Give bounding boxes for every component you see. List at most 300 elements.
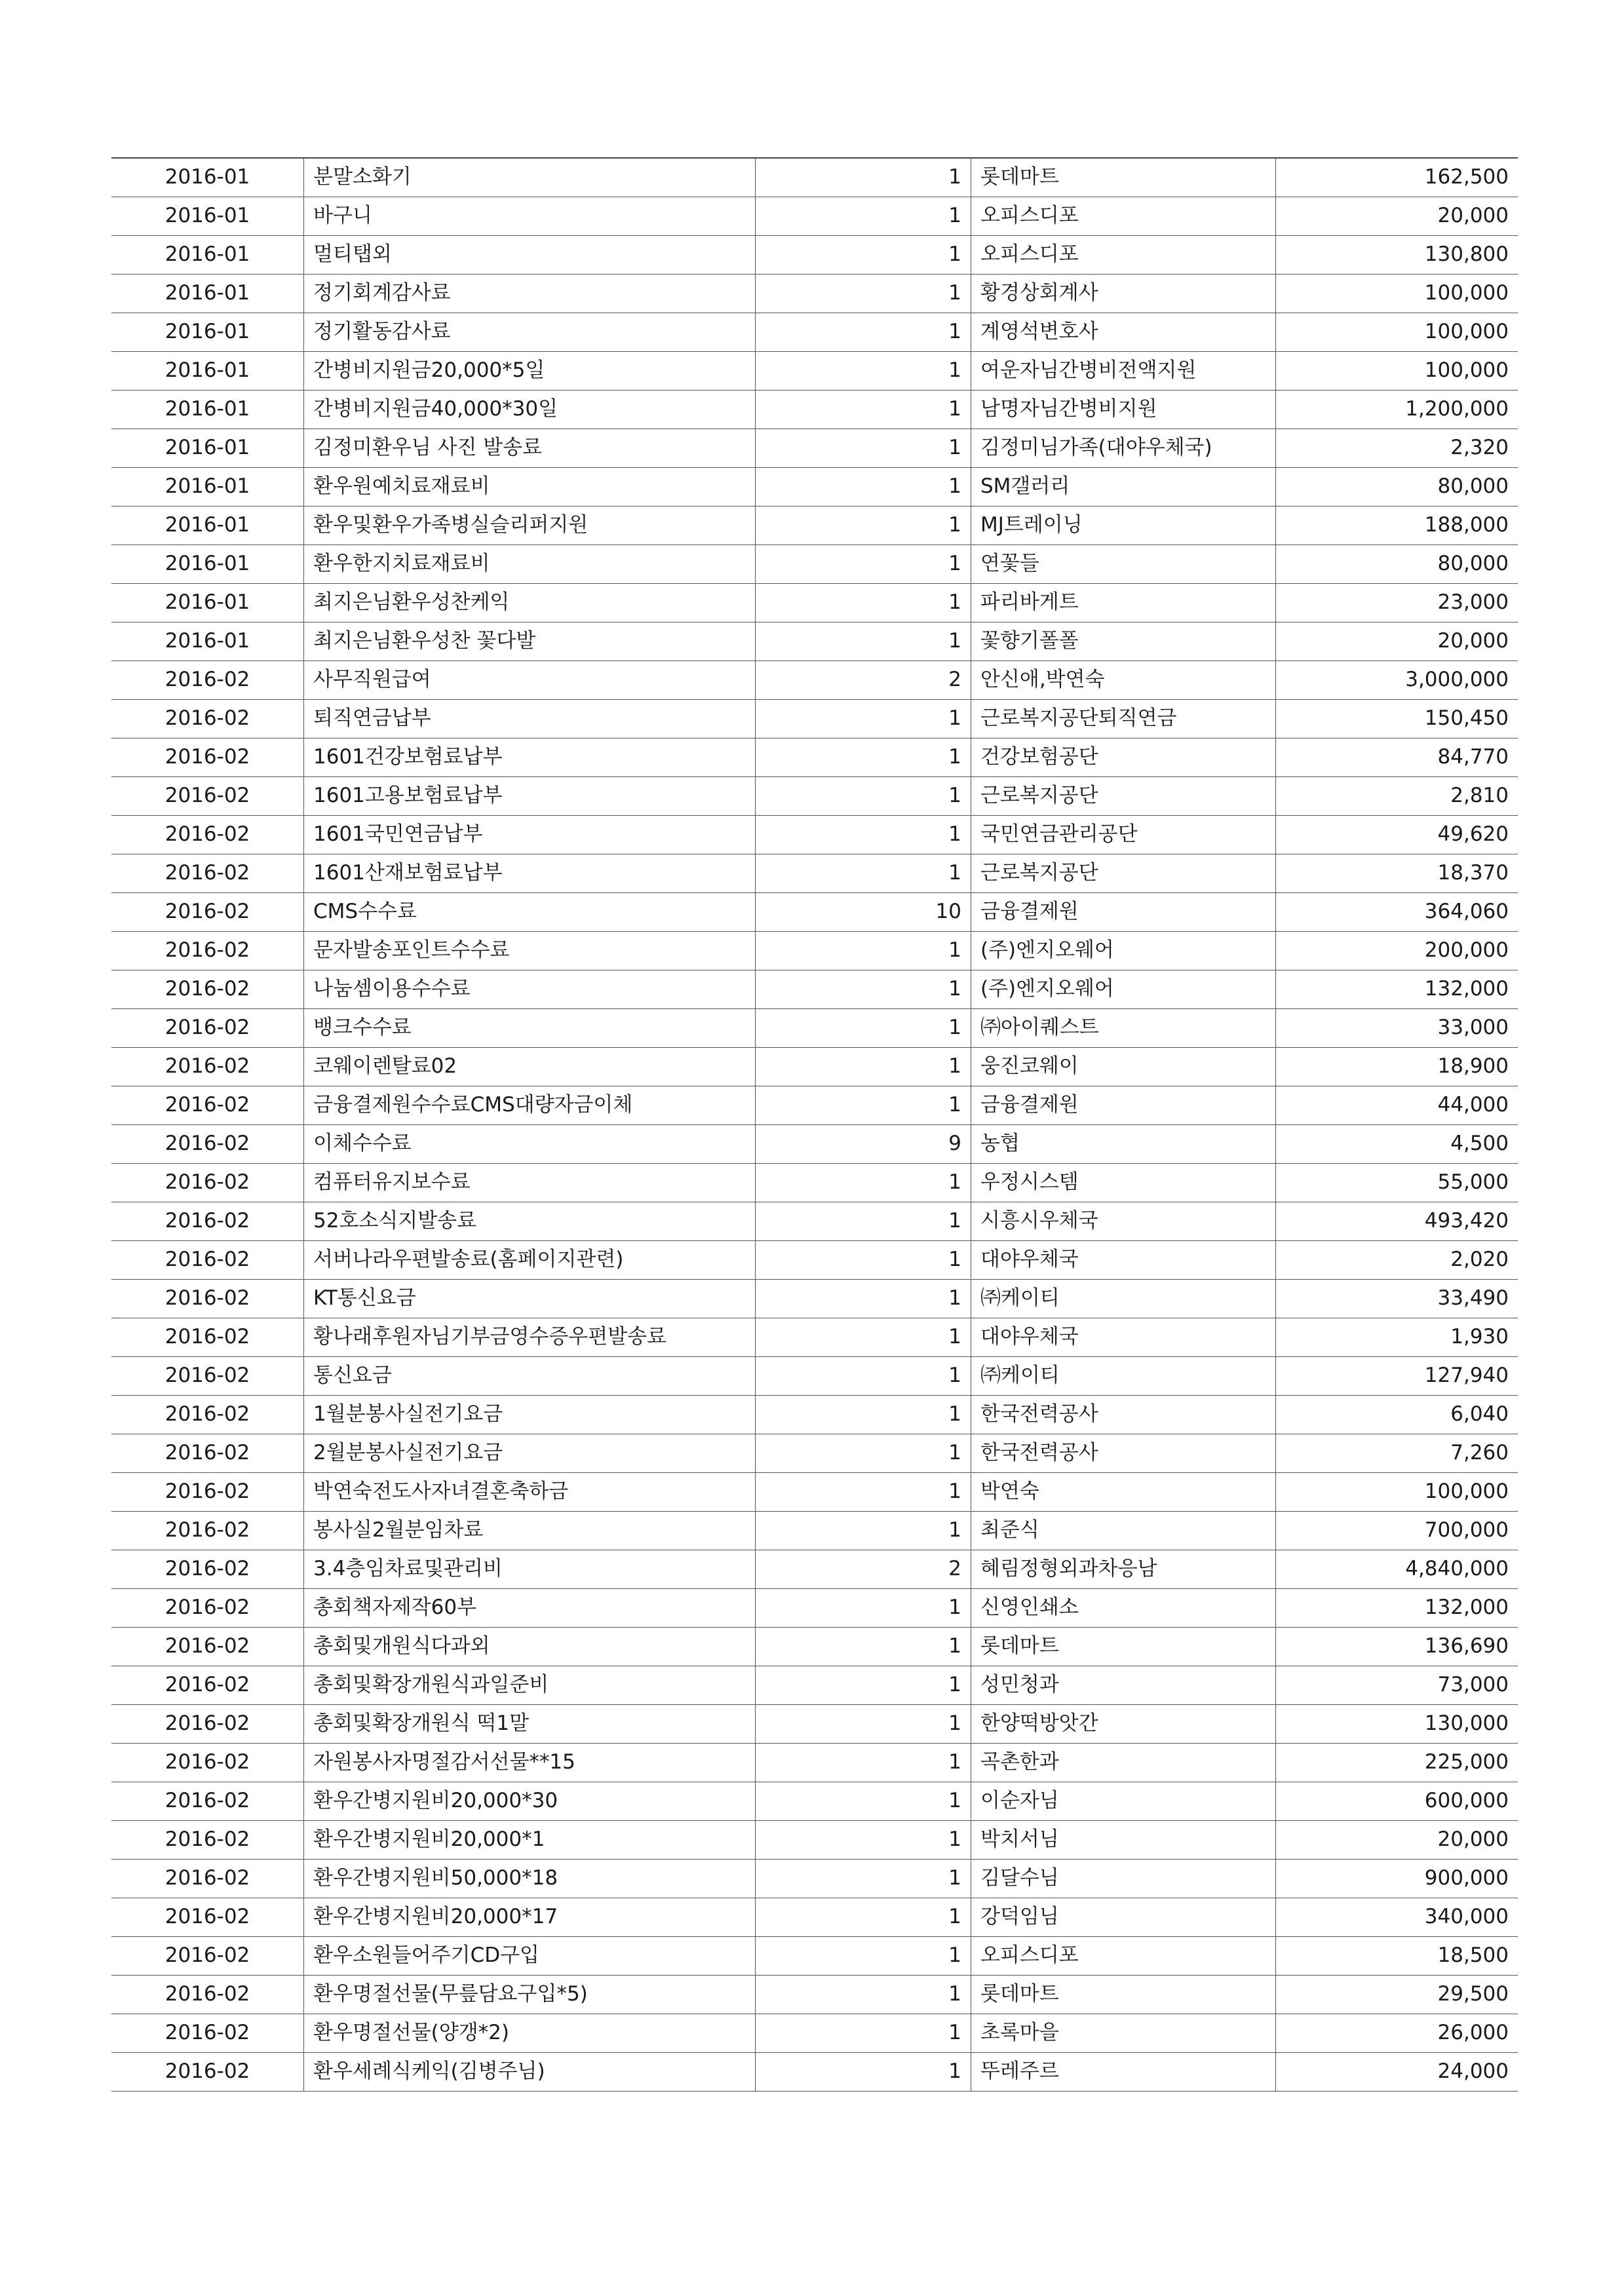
quantity-cell: 1 xyxy=(756,1898,971,1936)
quantity-cell: 1 xyxy=(756,235,971,274)
item-cell: 1601국민연금납부 xyxy=(304,815,756,854)
vendor-cell: 오피스디포 xyxy=(971,235,1276,274)
table-row xyxy=(111,583,1518,622)
quantity-cell: 1 xyxy=(756,158,971,197)
item-cell: 최지은님환우성찬 꽃다발 xyxy=(304,622,756,660)
item-cell: 환우명절선물(무릎담요구입*5) xyxy=(304,1975,756,2014)
table-row xyxy=(111,776,1518,815)
vendor-cell: 꽃향기폴폴 xyxy=(971,622,1276,660)
quantity-cell: 1 xyxy=(756,1008,971,1047)
table-row xyxy=(111,738,1518,776)
vendor-cell: (주)엔지오웨어 xyxy=(971,970,1276,1008)
item-cell: 1601산재보험료납부 xyxy=(304,854,756,892)
table-row xyxy=(111,1627,1518,1666)
vendor-cell: 웅진코웨이 xyxy=(971,1047,1276,1086)
quantity-cell: 1 xyxy=(756,815,971,854)
table-row xyxy=(111,699,1518,738)
table-row xyxy=(111,1666,1518,1704)
date-cell: 2016-02 xyxy=(111,1859,304,1898)
amount-cell: 33,000 xyxy=(1276,1008,1518,1047)
amount-cell: 136,690 xyxy=(1276,1627,1518,1666)
vendor-cell: 황경상회계사 xyxy=(971,274,1276,313)
date-cell: 2016-02 xyxy=(111,1472,304,1511)
amount-cell: 1,200,000 xyxy=(1276,390,1518,429)
amount-cell: 130,800 xyxy=(1276,235,1518,274)
vendor-cell: 초록마을 xyxy=(971,2014,1276,2052)
quantity-cell: 1 xyxy=(756,1356,971,1395)
vendor-cell: 남명자님간병비지원 xyxy=(971,390,1276,429)
vendor-cell: 성민청과 xyxy=(971,1666,1276,1704)
vendor-cell: 오피스디포 xyxy=(971,197,1276,235)
quantity-cell: 1 xyxy=(756,1627,971,1666)
quantity-cell: 1 xyxy=(756,506,971,545)
item-cell: 환우소원들어주기CD구입 xyxy=(304,1936,756,1975)
quantity-cell: 1 xyxy=(756,429,971,467)
table-row xyxy=(111,1279,1518,1318)
item-cell: CMS수수료 xyxy=(304,892,756,931)
table-row xyxy=(111,1975,1518,2014)
table-row xyxy=(111,1163,1518,1202)
quantity-cell: 1 xyxy=(756,274,971,313)
table-row xyxy=(111,854,1518,892)
quantity-cell: 1 xyxy=(756,313,971,351)
table-row xyxy=(111,1704,1518,1743)
item-cell: 총회및확장개원식 떡1말 xyxy=(304,1704,756,1743)
vendor-cell: 한국전력공사 xyxy=(971,1434,1276,1472)
table-row xyxy=(111,2014,1518,2052)
table-row xyxy=(111,274,1518,313)
date-cell: 2016-02 xyxy=(111,970,304,1008)
table-row xyxy=(111,1008,1518,1047)
table-row xyxy=(111,1820,1518,1859)
amount-cell: 364,060 xyxy=(1276,892,1518,931)
amount-cell: 20,000 xyxy=(1276,1820,1518,1859)
date-cell: 2016-02 xyxy=(111,1240,304,1279)
date-cell: 2016-01 xyxy=(111,197,304,235)
quantity-cell: 1 xyxy=(756,545,971,583)
table-row xyxy=(111,1356,1518,1395)
quantity-cell: 1 xyxy=(756,738,971,776)
table-row xyxy=(111,506,1518,545)
amount-cell: 200,000 xyxy=(1276,931,1518,970)
date-cell: 2016-02 xyxy=(111,1704,304,1743)
vendor-cell: SM갤러리 xyxy=(971,467,1276,506)
vendor-cell: ㈜케이티 xyxy=(971,1279,1276,1318)
quantity-cell: 1 xyxy=(756,1820,971,1859)
date-cell: 2016-02 xyxy=(111,1588,304,1627)
amount-cell: 55,000 xyxy=(1276,1163,1518,1202)
table-row xyxy=(111,351,1518,390)
table-row xyxy=(111,1859,1518,1898)
quantity-cell: 1 xyxy=(756,1472,971,1511)
vendor-cell: (주)엔지오웨어 xyxy=(971,931,1276,970)
date-cell: 2016-02 xyxy=(111,1743,304,1782)
quantity-cell: 1 xyxy=(756,467,971,506)
date-cell: 2016-02 xyxy=(111,1279,304,1318)
vendor-cell: 금융결제원 xyxy=(971,892,1276,931)
amount-cell: 20,000 xyxy=(1276,197,1518,235)
quantity-cell: 1 xyxy=(756,1743,971,1782)
item-cell: 환우간병지원비50,000*18 xyxy=(304,1859,756,1898)
vendor-cell: 최준식 xyxy=(971,1511,1276,1550)
vendor-cell: 이순자님 xyxy=(971,1782,1276,1820)
item-cell: 통신요금 xyxy=(304,1356,756,1395)
item-cell: 나눔셈이용수수료 xyxy=(304,970,756,1008)
table-row xyxy=(111,815,1518,854)
quantity-cell: 1 xyxy=(756,854,971,892)
amount-cell: 700,000 xyxy=(1276,1511,1518,1550)
table-row xyxy=(111,1898,1518,1936)
amount-cell: 29,500 xyxy=(1276,1975,1518,2014)
table-row xyxy=(111,1434,1518,1472)
date-cell: 2016-01 xyxy=(111,235,304,274)
vendor-cell: 곡촌한과 xyxy=(971,1743,1276,1782)
quantity-cell: 1 xyxy=(756,1704,971,1743)
table-row xyxy=(111,1743,1518,1782)
quantity-cell: 1 xyxy=(756,1434,971,1472)
ledger-body xyxy=(111,158,1518,2091)
amount-cell: 20,000 xyxy=(1276,622,1518,660)
expense-ledger-table xyxy=(111,157,1518,2092)
vendor-cell: 건강보험공단 xyxy=(971,738,1276,776)
amount-cell: 2,810 xyxy=(1276,776,1518,815)
item-cell: 환우및환우가족병실슬리퍼지원 xyxy=(304,506,756,545)
amount-cell: 130,000 xyxy=(1276,1704,1518,1743)
amount-cell: 7,260 xyxy=(1276,1434,1518,1472)
quantity-cell: 1 xyxy=(756,776,971,815)
date-cell: 2016-01 xyxy=(111,429,304,467)
amount-cell: 132,000 xyxy=(1276,1588,1518,1627)
amount-cell: 100,000 xyxy=(1276,313,1518,351)
quantity-cell: 10 xyxy=(756,892,971,931)
vendor-cell: 근로복지공단 xyxy=(971,776,1276,815)
date-cell: 2016-01 xyxy=(111,158,304,197)
vendor-cell: 계영석변호사 xyxy=(971,313,1276,351)
table-row xyxy=(111,1086,1518,1124)
quantity-cell: 1 xyxy=(756,2014,971,2052)
item-cell: 정기활동감사료 xyxy=(304,313,756,351)
date-cell: 2016-02 xyxy=(111,931,304,970)
item-cell: 환우간병지원비20,000*17 xyxy=(304,1898,756,1936)
quantity-cell: 1 xyxy=(756,699,971,738)
vendor-cell: 한양떡방앗간 xyxy=(971,1704,1276,1743)
item-cell: 총회및개원식다과외 xyxy=(304,1627,756,1666)
vendor-cell: 한국전력공사 xyxy=(971,1395,1276,1434)
date-cell: 2016-02 xyxy=(111,776,304,815)
vendor-cell: MJ트레이닝 xyxy=(971,506,1276,545)
amount-cell: 600,000 xyxy=(1276,1782,1518,1820)
table-row xyxy=(111,429,1518,467)
vendor-cell: 근로복지공단 xyxy=(971,854,1276,892)
vendor-cell: 뚜레주르 xyxy=(971,2052,1276,2091)
vendor-cell: ㈜케이티 xyxy=(971,1356,1276,1395)
amount-cell: 3,000,000 xyxy=(1276,660,1518,699)
table-row xyxy=(111,892,1518,931)
item-cell: KT통신요금 xyxy=(304,1279,756,1318)
item-cell: 퇴직연금납부 xyxy=(304,699,756,738)
item-cell: 코웨이렌탈료02 xyxy=(304,1047,756,1086)
item-cell: 환우간병지원비20,000*30 xyxy=(304,1782,756,1820)
amount-cell: 493,420 xyxy=(1276,1202,1518,1240)
item-cell: 2월분봉사실전기요금 xyxy=(304,1434,756,1472)
table-row xyxy=(111,390,1518,429)
item-cell: 박연숙전도사자녀결혼축하금 xyxy=(304,1472,756,1511)
amount-cell: 4,840,000 xyxy=(1276,1550,1518,1588)
date-cell: 2016-01 xyxy=(111,351,304,390)
amount-cell: 100,000 xyxy=(1276,274,1518,313)
item-cell: 서버나라우편발송료(홈페이지관련) xyxy=(304,1240,756,1279)
quantity-cell: 1 xyxy=(756,1511,971,1550)
amount-cell: 150,450 xyxy=(1276,699,1518,738)
quantity-cell: 2 xyxy=(756,660,971,699)
table-row xyxy=(111,1047,1518,1086)
item-cell: 환우원예치료재료비 xyxy=(304,467,756,506)
date-cell: 2016-02 xyxy=(111,2014,304,2052)
item-cell: 1월분봉사실전기요금 xyxy=(304,1395,756,1434)
vendor-cell: 오피스디포 xyxy=(971,1936,1276,1975)
date-cell: 2016-02 xyxy=(111,1318,304,1356)
amount-cell: 225,000 xyxy=(1276,1743,1518,1782)
table-row xyxy=(111,1124,1518,1163)
amount-cell: 1,930 xyxy=(1276,1318,1518,1356)
vendor-cell: 안신애,박연숙 xyxy=(971,660,1276,699)
table-row xyxy=(111,931,1518,970)
date-cell: 2016-02 xyxy=(111,892,304,931)
date-cell: 2016-01 xyxy=(111,545,304,583)
vendor-cell: 대야우체국 xyxy=(971,1240,1276,1279)
date-cell: 2016-02 xyxy=(111,1124,304,1163)
amount-cell: 73,000 xyxy=(1276,1666,1518,1704)
table-row xyxy=(111,158,1518,197)
item-cell: 환우명절선물(양갱*2) xyxy=(304,2014,756,2052)
date-cell: 2016-02 xyxy=(111,1202,304,1240)
quantity-cell: 1 xyxy=(756,1163,971,1202)
quantity-cell: 1 xyxy=(756,1588,971,1627)
quantity-cell: 9 xyxy=(756,1124,971,1163)
item-cell: 바구니 xyxy=(304,197,756,235)
vendor-cell: 대야우체국 xyxy=(971,1318,1276,1356)
vendor-cell: 박연숙 xyxy=(971,1472,1276,1511)
amount-cell: 2,320 xyxy=(1276,429,1518,467)
quantity-cell: 1 xyxy=(756,1047,971,1086)
amount-cell: 340,000 xyxy=(1276,1898,1518,1936)
quantity-cell: 1 xyxy=(756,583,971,622)
date-cell: 2016-01 xyxy=(111,622,304,660)
amount-cell: 6,040 xyxy=(1276,1395,1518,1434)
date-cell: 2016-02 xyxy=(111,815,304,854)
vendor-cell: 농협 xyxy=(971,1124,1276,1163)
item-cell: 52호소식지발송료 xyxy=(304,1202,756,1240)
date-cell: 2016-02 xyxy=(111,854,304,892)
date-cell: 2016-02 xyxy=(111,1820,304,1859)
item-cell: 3.4층임차료및관리비 xyxy=(304,1550,756,1588)
date-cell: 2016-02 xyxy=(111,1163,304,1202)
item-cell: 문자발송포인트수수료 xyxy=(304,931,756,970)
vendor-cell: 국민연금관리공단 xyxy=(971,815,1276,854)
date-cell: 2016-02 xyxy=(111,1047,304,1086)
quantity-cell: 1 xyxy=(756,197,971,235)
item-cell: 컴퓨터유지보수료 xyxy=(304,1163,756,1202)
table-row xyxy=(111,1202,1518,1240)
item-cell: 환우한지치료재료비 xyxy=(304,545,756,583)
date-cell: 2016-01 xyxy=(111,390,304,429)
amount-cell: 162,500 xyxy=(1276,158,1518,197)
vendor-cell: 혜림정형외과차응남 xyxy=(971,1550,1276,1588)
item-cell: 분말소화기 xyxy=(304,158,756,197)
date-cell: 2016-02 xyxy=(111,1975,304,2014)
date-cell: 2016-02 xyxy=(111,2052,304,2091)
table-row xyxy=(111,970,1518,1008)
table-row xyxy=(111,1588,1518,1627)
amount-cell: 100,000 xyxy=(1276,351,1518,390)
table-row xyxy=(111,1936,1518,1975)
item-cell: 황나래후원자님기부금영수증우편발송료 xyxy=(304,1318,756,1356)
table-row xyxy=(111,235,1518,274)
date-cell: 2016-02 xyxy=(111,738,304,776)
amount-cell: 33,490 xyxy=(1276,1279,1518,1318)
table-row xyxy=(111,1318,1518,1356)
item-cell: 간병비지원금40,000*30일 xyxy=(304,390,756,429)
amount-cell: 80,000 xyxy=(1276,545,1518,583)
quantity-cell: 1 xyxy=(756,2052,971,2091)
amount-cell: 24,000 xyxy=(1276,2052,1518,2091)
item-cell: 멀티탭외 xyxy=(304,235,756,274)
amount-cell: 4,500 xyxy=(1276,1124,1518,1163)
date-cell: 2016-02 xyxy=(111,660,304,699)
date-cell: 2016-02 xyxy=(111,1898,304,1936)
quantity-cell: 1 xyxy=(756,1240,971,1279)
quantity-cell: 1 xyxy=(756,1279,971,1318)
date-cell: 2016-02 xyxy=(111,1356,304,1395)
quantity-cell: 1 xyxy=(756,1782,971,1820)
quantity-cell: 1 xyxy=(756,931,971,970)
item-cell: 사무직원급여 xyxy=(304,660,756,699)
date-cell: 2016-02 xyxy=(111,1782,304,1820)
quantity-cell: 1 xyxy=(756,390,971,429)
item-cell: 1601고용보험료납부 xyxy=(304,776,756,815)
date-cell: 2016-01 xyxy=(111,506,304,545)
item-cell: 간병비지원금20,000*5일 xyxy=(304,351,756,390)
item-cell: 환우간병지원비20,000*1 xyxy=(304,1820,756,1859)
vendor-cell: 근로복지공단퇴직연금 xyxy=(971,699,1276,738)
quantity-cell: 1 xyxy=(756,622,971,660)
table-row xyxy=(111,313,1518,351)
quantity-cell: 1 xyxy=(756,1086,971,1124)
vendor-cell: 신영인쇄소 xyxy=(971,1588,1276,1627)
vendor-cell: ㈜아이퀘스트 xyxy=(971,1008,1276,1047)
quantity-cell: 1 xyxy=(756,1936,971,1975)
item-cell: 1601건강보험료납부 xyxy=(304,738,756,776)
vendor-cell: 파리바게트 xyxy=(971,583,1276,622)
quantity-cell: 1 xyxy=(756,351,971,390)
table-row xyxy=(111,545,1518,583)
date-cell: 2016-01 xyxy=(111,274,304,313)
amount-cell: 188,000 xyxy=(1276,506,1518,545)
table-row xyxy=(111,1472,1518,1511)
date-cell: 2016-02 xyxy=(111,699,304,738)
vendor-cell: 박치서님 xyxy=(971,1820,1276,1859)
quantity-cell: 1 xyxy=(756,1859,971,1898)
vendor-cell: 롯데마트 xyxy=(971,1975,1276,2014)
quantity-cell: 1 xyxy=(756,1975,971,2014)
table-row xyxy=(111,660,1518,699)
amount-cell: 49,620 xyxy=(1276,815,1518,854)
table-row xyxy=(111,1511,1518,1550)
amount-cell: 18,370 xyxy=(1276,854,1518,892)
vendor-cell: 시흥시우체국 xyxy=(971,1202,1276,1240)
amount-cell: 80,000 xyxy=(1276,467,1518,506)
date-cell: 2016-02 xyxy=(111,1627,304,1666)
item-cell: 뱅크수수료 xyxy=(304,1008,756,1047)
table-row xyxy=(111,622,1518,660)
quantity-cell: 1 xyxy=(756,1395,971,1434)
item-cell: 정기회계감사료 xyxy=(304,274,756,313)
amount-cell: 100,000 xyxy=(1276,1472,1518,1511)
vendor-cell: 김달수님 xyxy=(971,1859,1276,1898)
table-row xyxy=(111,1550,1518,1588)
table-row xyxy=(111,2052,1518,2091)
date-cell: 2016-02 xyxy=(111,1395,304,1434)
vendor-cell: 강덕임님 xyxy=(971,1898,1276,1936)
date-cell: 2016-01 xyxy=(111,583,304,622)
date-cell: 2016-01 xyxy=(111,467,304,506)
quantity-cell: 2 xyxy=(756,1550,971,1588)
amount-cell: 26,000 xyxy=(1276,2014,1518,2052)
item-cell: 금융결제원수수료CMS대량자금이체 xyxy=(304,1086,756,1124)
quantity-cell: 1 xyxy=(756,970,971,1008)
amount-cell: 127,940 xyxy=(1276,1356,1518,1395)
date-cell: 2016-02 xyxy=(111,1511,304,1550)
item-cell: 최지은님환우성찬케익 xyxy=(304,583,756,622)
amount-cell: 132,000 xyxy=(1276,970,1518,1008)
date-cell: 2016-02 xyxy=(111,1086,304,1124)
table-row xyxy=(111,1782,1518,1820)
date-cell: 2016-02 xyxy=(111,1434,304,1472)
date-cell: 2016-02 xyxy=(111,1666,304,1704)
quantity-cell: 1 xyxy=(756,1318,971,1356)
vendor-cell: 금융결제원 xyxy=(971,1086,1276,1124)
vendor-cell: 롯데마트 xyxy=(971,1627,1276,1666)
item-cell: 자원봉사자명절감서선물**15 xyxy=(304,1743,756,1782)
amount-cell: 2,020 xyxy=(1276,1240,1518,1279)
amount-cell: 84,770 xyxy=(1276,738,1518,776)
date-cell: 2016-02 xyxy=(111,1008,304,1047)
vendor-cell: 롯데마트 xyxy=(971,158,1276,197)
amount-cell: 23,000 xyxy=(1276,583,1518,622)
date-cell: 2016-02 xyxy=(111,1936,304,1975)
vendor-cell: 우정시스템 xyxy=(971,1163,1276,1202)
quantity-cell: 1 xyxy=(756,1202,971,1240)
date-cell: 2016-01 xyxy=(111,313,304,351)
amount-cell: 18,900 xyxy=(1276,1047,1518,1086)
amount-cell: 18,500 xyxy=(1276,1936,1518,1975)
date-cell: 2016-02 xyxy=(111,1550,304,1588)
table-row xyxy=(111,197,1518,235)
item-cell: 총회및확장개원식과일준비 xyxy=(304,1666,756,1704)
item-cell: 환우세례식케익(김병주님) xyxy=(304,2052,756,2091)
table-row xyxy=(111,1395,1518,1434)
item-cell: 김정미환우님 사진 발송료 xyxy=(304,429,756,467)
item-cell: 봉사실2월분임차료 xyxy=(304,1511,756,1550)
table-row xyxy=(111,467,1518,506)
vendor-cell: 여운자님간병비전액지원 xyxy=(971,351,1276,390)
quantity-cell: 1 xyxy=(756,1666,971,1704)
amount-cell: 900,000 xyxy=(1276,1859,1518,1898)
vendor-cell: 연꽃들 xyxy=(971,545,1276,583)
vendor-cell: 김정미님가족(대야우체국) xyxy=(971,429,1276,467)
item-cell: 총회책자제작60부 xyxy=(304,1588,756,1627)
table-row xyxy=(111,1240,1518,1279)
